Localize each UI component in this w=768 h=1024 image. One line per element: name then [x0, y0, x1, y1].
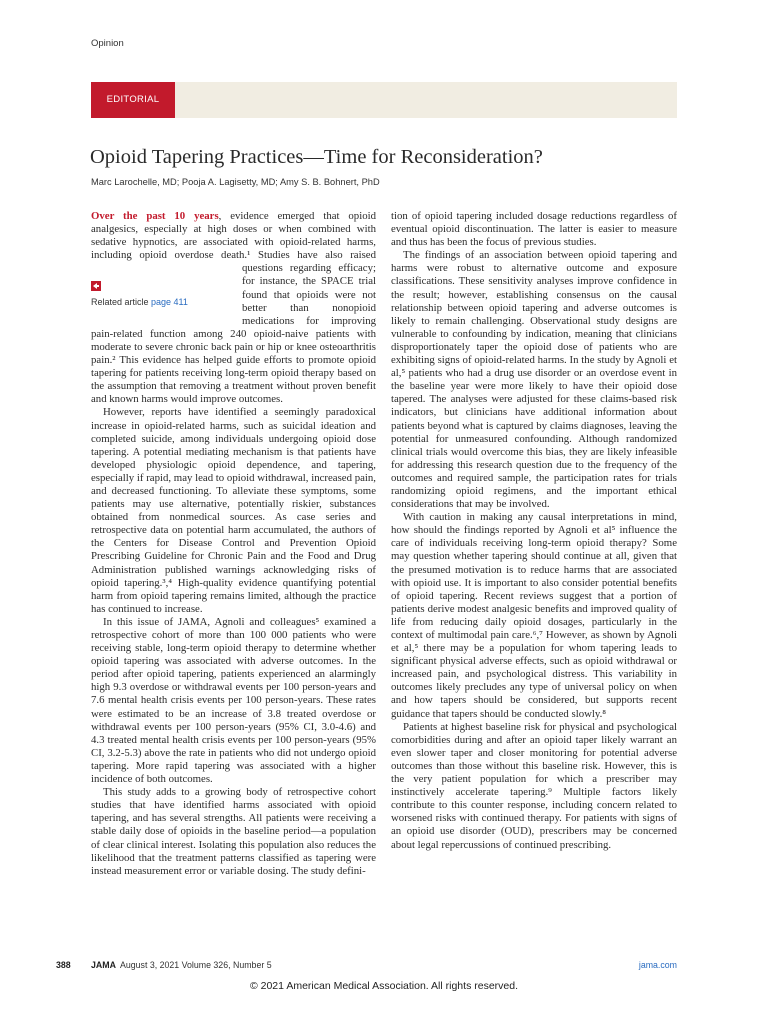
body-column-left: [91, 210, 376, 878]
page-number: 388: [56, 960, 71, 970]
body-paragraph: tion of opioid tapering included dosage reductions regardless of eventual opioid discontinuation. The latter is easier to measure and thus has been the focus of previous studies.: [391, 210, 677, 249]
body-paragraph: The findings of an association between opioid tapering and harms were robust to alternative outcome and exposure classifications. These sensitivity analyses improve confidence in the result; however, establishing consensus on the causal relationship between opioid tapering and adverse outcomes is likely to remain challenging. Observational study designs are vulnerable to confounding by indication, meaning that clinicians disproportionately taper the opioid dose of patients who are exhibiting signs of opioid-related harms. In the study by Agnoli et al,⁵ patients who had a drug use disorder or an overdose event in the baseline year were more likely to have their opioid dose tapered. The analyses were adjusted for these claims-based risk indicators, but clinicians have additional information about patients beyond what is captured by claims diagnoses, leaving the potential for unmeasured confounding. Although randomized clinical trials would overcome this bias, they are likely infeasible for addressing this research question due to the frequency of the outcomes and required sample, the participation rates for trials randomizing opioid regimens, and the important ethical considerations that may be involved.: [391, 249, 677, 511]
body-column-right: [391, 210, 677, 852]
editorial-tag: EDITORIAL: [91, 82, 175, 118]
article-title: Opioid Tapering Practices—Time for Reconsideration?: [90, 146, 543, 168]
copyright-notice: © 2021 American Medical Association. All rights reserved.: [249, 980, 519, 992]
related-article-icon: [91, 281, 101, 291]
related-article-label: Related article: [91, 297, 152, 308]
issue-info: August 3, 2021 Volume 326, Number 5: [120, 960, 272, 970]
page-footer: [0, 960, 768, 974]
body-paragraph: In this issue of JAMA, Agnoli and colleagues⁵ examined a retrospective cohort of more than 100 000 patients who were receiving stable, long-term opioid therapy to determine whether opioid tapering was associated with adverse outcomes. In the period after opioid tapering, patients experienced an alarmingly high 9.3 overdose or withdrawal events per 100 person-years and 7.6 mental health crisis events per 100 person-years. These rates were estimated to be an increase of 3.8 treated overdose or withdrawal events per 100 person-years (95% CI, 3.0-4.6) and 4.3 treated mental health crisis events per 100 person-years (95% CI, 3.2-5.3) above the rate in patients who did not undergo opioid tapering. More rapid tapering was associated with a higher incidence of both outcomes.: [91, 615, 376, 786]
section-label: Opinion: [91, 38, 124, 49]
body-paragraph: Patients at highest baseline risk for physical and psychological comorbidities during and after an opioid taper likely warrant an even slower taper and closer monitoring for potential adverse outcomes than those without this baseline risk. However, this is the very patient population for which a prescriber may instinctively accelerate tapering.⁹ Multiple factors likely contribute to this counter response, including concern related to worsened risks with continued therapy. For patients with signs of an opioid use disorder (OUD), prescribers may be concerned about legal repercussions of continued prescribing.: [391, 720, 677, 851]
body-paragraph: This study adds to a growing body of retrospective cohort studies that have identified harms associated with opioid tapering, and has several strengths. All patients were receiving a stable daily dose of opioids in the baseline period—a population of clear clinical interest. Isolating this population also reduces the likelihood that the treatment patterns classified as tapering were instead measurement error or variable dosing. The study defini-: [91, 786, 376, 877]
body-paragraph: However, reports have identified a seemingly paradoxical increase in opioid-related harms, such as suicidal ideation and completed suicide, among individuals undergoing opioid dose tapering. A potential mediating mechanism is that patients have developed physiologic opioid dependence, and tapering, especially if rapid, may lead to opioid withdrawal, increased pain, and decreased functioning. To alleviate these symptoms, some patients may use alternative, potentially riskier, substances obtained from nonmedical sources. As case series and retrospective data on potential harm accumulated, the authors of the Centers for Disease Control and Prevention Opioid Prescribing Guideline for Chronic Pain and the Food and Drug Administration published warnings acknowledging risks of opioid tapering.³,⁴ High-quality evidence quantifying potential harm from opioid tapering remains limited, although the practice has continued to increase.: [91, 406, 376, 615]
journal-name: JAMA: [91, 960, 116, 970]
related-article-box[interactable]: [91, 262, 238, 317]
journal-site-link[interactable]: jama.com: [638, 960, 677, 970]
related-article-text: [91, 296, 188, 309]
author-list: Marc Larochelle, MD; Pooja A. Lagisetty, MD; Amy S. B. Bohnert, PhD: [91, 177, 380, 187]
editorial-banner: [91, 82, 677, 118]
related-article-link[interactable]: page 411: [151, 297, 188, 308]
body-paragraph: Over the past 10 years, evidence emerged that opioid analgesics, especially at high doses or when combined with sedative hypnotics, are associated with opioid-related harms, including opioid overdose death.¹ Studies have also raised questions Related article page 411 regarding efficacy; for instance, the SPACE trial found that opioids were not better than nonopioid medications for improving pain-related function among 240 opioid-naive patients with moderate to severe chronic back pain or hip or knee osteoarthritis pain.² This evidence has helped guide efforts to promote opioid tapering for patients receiving long-term opioid therapy based on the assumption that removing a treatment without proven benefit and known harms would improve outcomes.: [91, 210, 376, 406]
body-paragraph: With caution in making any causal interpretations in mind, how should the findings reported by Agnoli et al⁵ influence the care of individuals receiving long-term opioid therapy? Some may question whether tapering should continue at all, given that the presumed motivation is to reduce harms that are associated with opioid use. It is important to also consider potential benefits of opioid tapering. Recent reviews suggest that a portion of patients derive modest analgesic benefits and improved quality of life from reducing daily opioid dosages, particularly in the context of multimodal pain care.⁶,⁷ However, as shown by Agnoli et al,⁵ there may be a population for whom tapering leads to significant physical adverse effects, such as opioid withdrawal or increased pain, and psychological distress. This variability in outcomes likely precludes any type of universal policy on when and how tapers should be considered, but supports recent guidance that tapers should be conducted slowly.⁸: [391, 511, 677, 720]
lead-in: Over the past 10 years: [91, 210, 219, 222]
